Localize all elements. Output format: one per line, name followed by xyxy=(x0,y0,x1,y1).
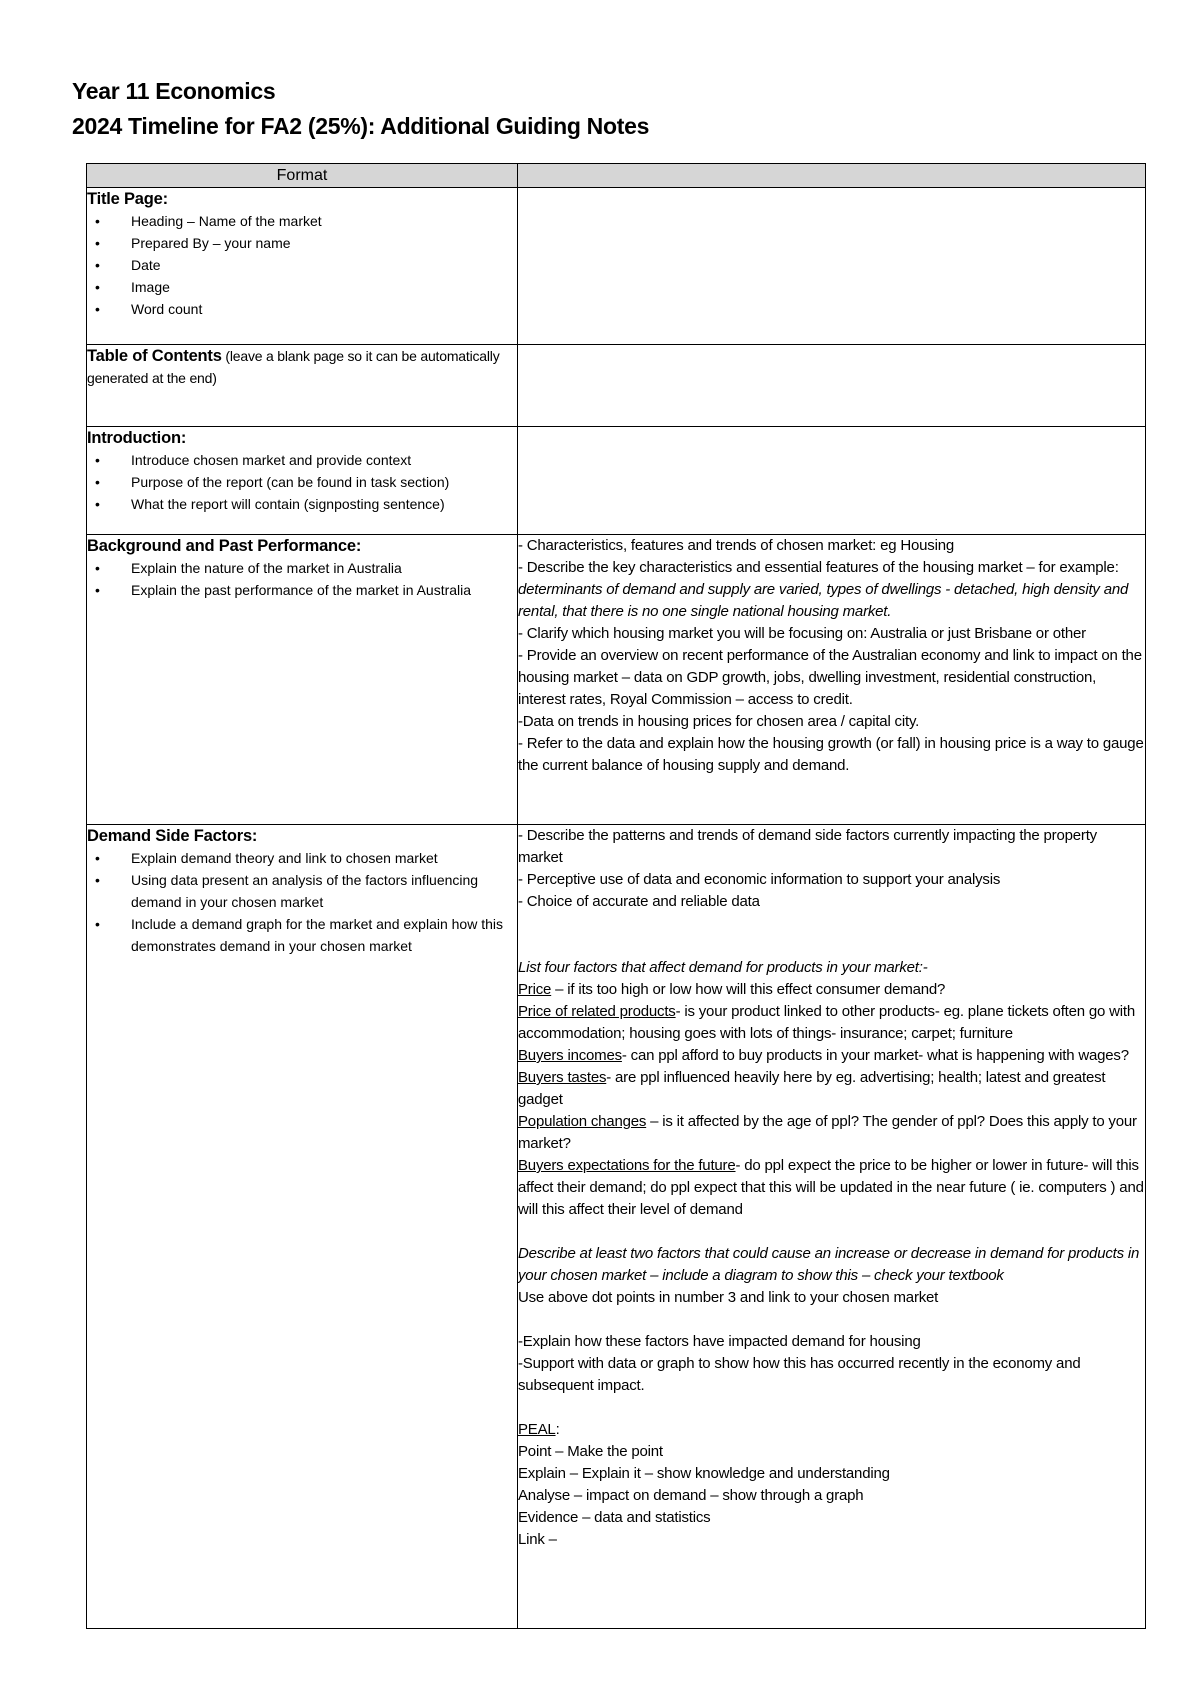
table-row xyxy=(87,188,1146,345)
factor-text: - can ppl afford to buy products in your market- what is happening with wages? xyxy=(621,1047,1129,1064)
background-cell xyxy=(87,535,518,825)
factor-label: Buyers expectations for the future xyxy=(518,1157,736,1174)
factor-text: – if its too high or low how will this effect consumer demand? xyxy=(551,981,946,998)
section-heading xyxy=(87,345,517,389)
list-item: • Include a demand graph for the market and explain how this demonstrates demand in your chosen market xyxy=(87,913,517,957)
factor-text: - are ppl influenced heavily here by eg. advertising; health; latest and greatest gadget xyxy=(518,1069,1106,1108)
format-column-header: Format xyxy=(87,164,518,188)
guide-table xyxy=(86,163,1146,1629)
note-line: -Explain how these factors have impacted demand for housing xyxy=(518,1333,921,1350)
factor-line xyxy=(518,979,1145,1001)
background-notes-cell xyxy=(518,535,1146,825)
note-line: - Refer to the data and explain how the housing growth (or fall) in housing price is a way to gauge the current balance of housing supply and demand. xyxy=(518,735,1144,774)
demand-cell xyxy=(87,825,518,1629)
peal-line: Explain – Explain it – show knowledge and understanding xyxy=(518,1465,890,1482)
notes-cell xyxy=(518,345,1146,427)
table-row xyxy=(87,345,1146,427)
list-item: • Using data present an analysis of the factors influencing demand in your chosen market xyxy=(87,869,517,913)
factor-text: - do ppl expect the price to be higher or lower in future- will this affect their demand; do ppl expect that this will be updated in the near future ( ie. computers ) and will this affect their level of demand xyxy=(518,1157,1144,1218)
notes-cell xyxy=(518,427,1146,535)
table-header-row xyxy=(87,164,1146,188)
course-title: Year 11 Economics xyxy=(72,78,276,104)
toc-cell xyxy=(87,345,518,427)
table-row xyxy=(87,427,1146,535)
note-line: -Support with data or graph to show how this has occurred recently in the economy and subsequent impact. xyxy=(518,1355,1081,1394)
bullet-list xyxy=(87,449,517,515)
section-heading: Demand Side Factors: xyxy=(87,827,258,845)
section-heading: Background and Past Performance: xyxy=(87,537,362,555)
list-item: • Heading – Name of the market xyxy=(87,210,517,232)
factor-text: - is your product linked to other products- eg. plane tickets often go with accommodation; housing goes with lots of things- insurance; carpet; furniture xyxy=(518,1003,1136,1042)
list-item: • Date xyxy=(87,254,517,276)
factor-line xyxy=(518,1045,1145,1067)
peal-colon: : xyxy=(555,1421,560,1438)
note-text: - Describe the key characteristics and essential features of the housing market – for example: xyxy=(518,559,1119,576)
peal-heading xyxy=(518,1419,1145,1441)
note-line: - Choice of accurate and reliable data xyxy=(518,893,760,910)
note-line: - Provide an overview on recent performance of the Australian economy and link to impact on the housing market – data on GDP growth, jobs, dwelling investment, residential construction, interest rates, Royal Commission – access to credit. xyxy=(518,647,1142,708)
note-line: Use above dot points in number 3 and link to your chosen market xyxy=(518,1289,939,1306)
title-page-cell xyxy=(87,188,518,345)
note-italic-text: determinants of demand and supply are varied, types of dwellings - detached, high density and rental, that there is no one single national housing market. xyxy=(518,581,1129,620)
document-title: 2024 Timeline for FA2 (25%): Additional Guiding Notes xyxy=(72,113,650,139)
bullet-list xyxy=(87,210,517,320)
demand-notes-cell xyxy=(518,825,1146,1629)
factor-line xyxy=(518,1001,1145,1045)
list-item: • Prepared By – your name xyxy=(87,232,517,254)
list-item: • Explain demand theory and link to chosen market xyxy=(87,847,517,869)
list-item: • What the report will contain (signposting sentence) xyxy=(87,493,517,515)
notes-column-header xyxy=(518,164,1146,188)
table-row xyxy=(87,535,1146,825)
note-line: -Data on trends in housing prices for chosen area / capital city. xyxy=(518,713,920,730)
factor-text: – is it affected by the age of ppl? The gender of ppl? Does this apply to your market? xyxy=(518,1113,1137,1152)
peal-line: Evidence – data and statistics xyxy=(518,1509,711,1526)
document-header xyxy=(72,74,649,144)
list-item: • Explain the past performance of the market in Australia xyxy=(87,579,517,601)
peal-label: PEAL xyxy=(518,1421,556,1438)
factor-label: Buyers tastes xyxy=(518,1069,607,1086)
peal-line: Link – xyxy=(518,1531,557,1548)
list-item: • Purpose of the report (can be found in task section) xyxy=(87,471,517,493)
factor-line xyxy=(518,1111,1145,1155)
list-item: • Explain the nature of the market in Australia xyxy=(87,557,517,579)
factor-label: Population changes xyxy=(518,1113,647,1130)
list-item: • Introduce chosen market and provide context xyxy=(87,449,517,471)
introduction-cell xyxy=(87,427,518,535)
factor-label: Price xyxy=(518,981,552,998)
note-line xyxy=(518,557,1145,623)
peal-line: Analyse – impact on demand – show through a graph xyxy=(518,1487,864,1504)
note-line: List four factors that affect demand for products in your market:- xyxy=(518,959,928,976)
peal-line: Point – Make the point xyxy=(518,1443,663,1460)
factor-label: Price of related products xyxy=(518,1003,676,1020)
factor-label: Buyers incomes xyxy=(518,1047,622,1064)
bullet-list xyxy=(87,847,517,957)
factor-line xyxy=(518,1067,1145,1111)
toc-note: (leave a blank page so it can be automatically generated at the end) xyxy=(87,348,500,386)
list-item: • Image xyxy=(87,276,517,298)
note-line: - Characteristics, features and trends of chosen market: eg Housing xyxy=(518,537,954,554)
bullet-list xyxy=(87,557,517,601)
note-line: Describe at least two factors that could cause an increase or decrease in demand for products in your chosen market – include a diagram to show this – check your textbook xyxy=(518,1245,1140,1284)
notes-cell xyxy=(518,188,1146,345)
note-line: - Perceptive use of data and economic information to support your analysis xyxy=(518,871,1001,888)
note-line: - Clarify which housing market you will be focusing on: Australia or just Brisbane or other xyxy=(518,625,1086,642)
section-heading: Introduction: xyxy=(87,429,187,447)
section-heading: Title Page: xyxy=(87,190,168,208)
list-item: • Word count xyxy=(87,298,517,320)
toc-heading: Table of Contents xyxy=(87,347,222,365)
factor-line xyxy=(518,1155,1145,1221)
table-row xyxy=(87,825,1146,1629)
note-line: - Describe the patterns and trends of demand side factors currently impacting the property market xyxy=(518,827,1097,866)
